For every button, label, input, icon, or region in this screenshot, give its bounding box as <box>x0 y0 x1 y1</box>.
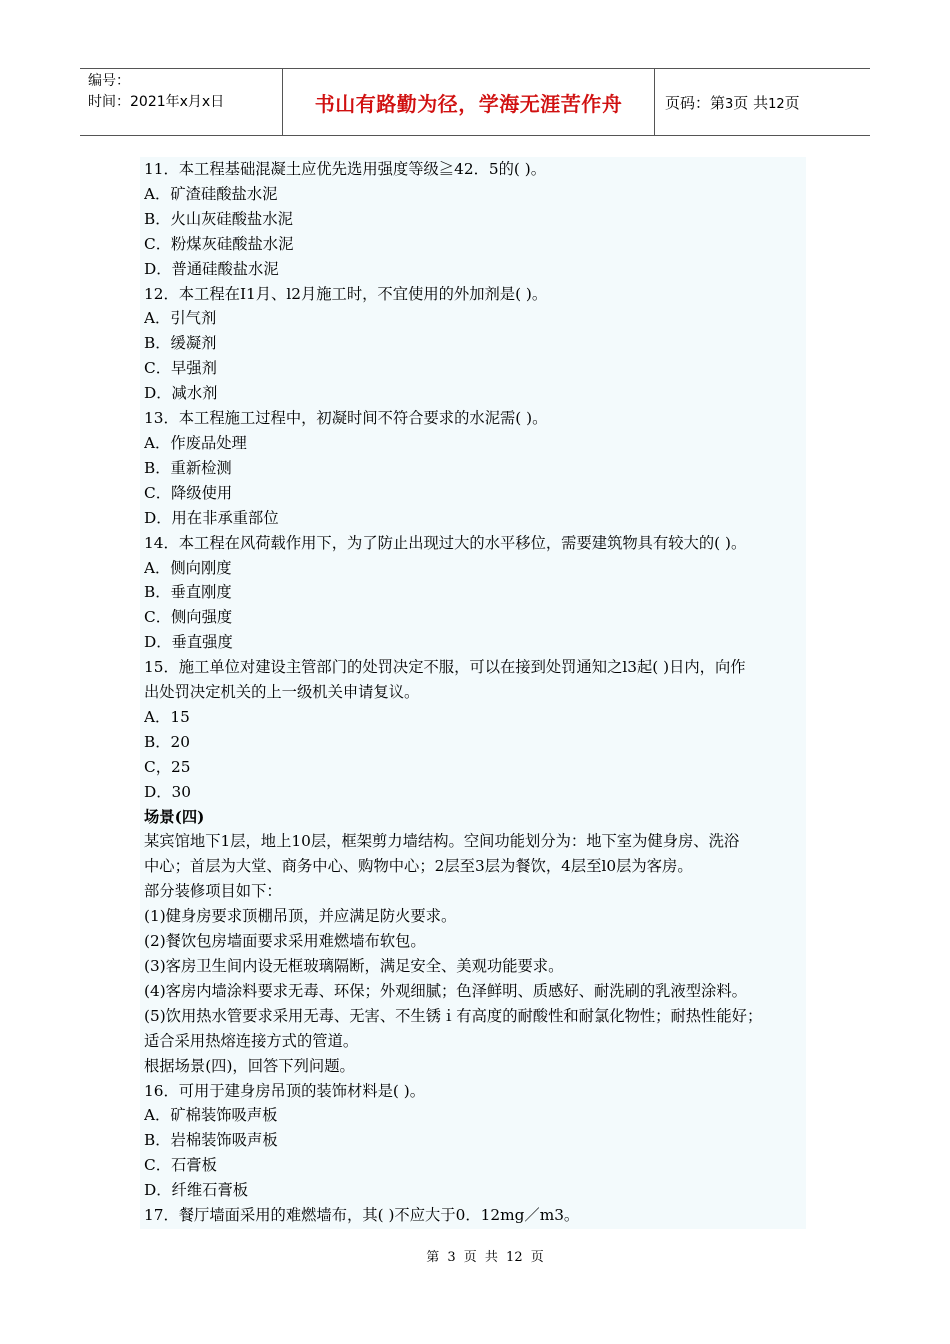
header-info <box>80 69 282 135</box>
header-page-info <box>655 69 870 135</box>
text-line: D．用在非承重部位 <box>144 508 279 527</box>
page-end: 页 <box>784 93 800 112</box>
text-line: A．矿渣硅酸盐水泥 <box>144 184 278 203</box>
text-line: D．30 <box>144 782 192 801</box>
text-line: 出处罚决定机关的上一级机关申请复议。 <box>144 683 420 702</box>
text-line: B．垂直刚度 <box>144 583 232 602</box>
text-line: C．侧向强度 <box>144 608 233 627</box>
text-line: C．石膏板 <box>144 1156 217 1175</box>
text-line: B．缓凝剂 <box>144 334 217 353</box>
document-body <box>140 157 806 1229</box>
text-line: 中心；首层为大堂、商务中心、购物中心；2层至3层为餐饮，4层至l0层为客房。 <box>144 857 693 876</box>
text-line: C，25 <box>144 757 191 776</box>
text-line: B．20 <box>144 732 191 751</box>
text-line: A．作废品处理 <box>144 433 247 452</box>
text-line: 13．本工程施工过程中，初凝时间不符合要求的水泥需( )。 <box>144 409 548 428</box>
text-line: D．减水剂 <box>144 384 218 403</box>
page-current: 3 <box>725 96 734 112</box>
document-time: 时间：2021年x月x日 <box>88 94 225 110</box>
text-line: D．垂直强度 <box>144 633 233 652</box>
text-line: (3)客房卫生间内设无框玻璃隔断，满足安全、美观功能要求。 <box>144 957 564 975</box>
text-line: C．降级使用 <box>144 483 233 502</box>
text-line: A．引气剂 <box>144 309 217 328</box>
text-line: B．岩棉装饰吸声板 <box>144 1131 278 1150</box>
text-line: 16．可用于建身房吊顶的装饰材料是( )。 <box>144 1081 426 1100</box>
text-line: 适合采用热熔连接方式的管道。 <box>144 1031 359 1050</box>
text-line: C．粉煤灰硅酸盐水泥 <box>144 234 294 253</box>
page-total: 12 <box>768 96 785 112</box>
text-line: 12．本工程在I1月、l2月施工时，不宜使用的外加剂是( )。 <box>144 284 548 303</box>
page-footer: 第 3 页 共 12 页 <box>426 1250 544 1265</box>
text-line: (1)健身房要求顶棚吊顶，并应满足防火要求。 <box>144 907 457 926</box>
text-line: B．重新检测 <box>144 458 232 477</box>
text-line: B．火山灰硅酸盐水泥 <box>144 209 293 228</box>
text-line: C．早强剂 <box>144 359 217 378</box>
header-motto-cell <box>282 69 655 135</box>
text-line: 部分装修项目如下： <box>144 882 282 901</box>
page-mid: 页 共 <box>733 93 769 112</box>
text-line: 17．餐厅墙面采用的难燃墙布，其( )不应大于0．12mg／m3。 <box>144 1206 580 1225</box>
text-line: (5)饮用热水管要求采用无毒、无害、不生锈ｉ有高度的耐酸性和耐氯化物性；耐热性能好； <box>144 1006 763 1025</box>
text-line: 14．本工程在风荷载作用下，为了防止出现过大的水平移位，需要建筑物具有较大的( )。 <box>144 533 747 552</box>
text-line: (4)客房内墙涂料要求无毒、环保；外观细腻；色泽鲜明、质感好、耐洗刷的乳液型涂料。 <box>144 981 747 1000</box>
page-header <box>80 68 870 136</box>
page-label: 页码：第 <box>665 93 726 112</box>
text-line: 某宾馆地下1层，地上10层，框架剪力墙结构。空间功能划分为：地下室为健身房、洗浴 <box>144 832 740 851</box>
text-line: D．普通硅酸盐水泥 <box>144 259 279 278</box>
motto: 书山有路勤为径，学海无涯苦作舟 <box>314 91 623 116</box>
text-line: A．15 <box>144 707 190 726</box>
text-line: 11．本工程基础混凝土应优先选用强度等级≧42．5的( )。 <box>144 160 546 178</box>
section-heading: 场景(四) <box>144 807 205 826</box>
text-line: (2)餐饮包房墙面要求采用难燃墙布软包。 <box>144 932 426 951</box>
text-line: A．侧向刚度 <box>144 558 232 577</box>
text-line: A．矿棉装饰吸声板 <box>144 1106 278 1125</box>
text-line: D．纤维石膏板 <box>144 1181 249 1200</box>
text-line: 15．施工单位对建设主管部门的处罚决定不服，可以在接到处罚通知之l3起( )日内，向作 <box>144 658 746 677</box>
document-number: 编号： <box>88 73 130 89</box>
text-line: 根据场景(四)，回答下列问题。 <box>144 1056 355 1075</box>
